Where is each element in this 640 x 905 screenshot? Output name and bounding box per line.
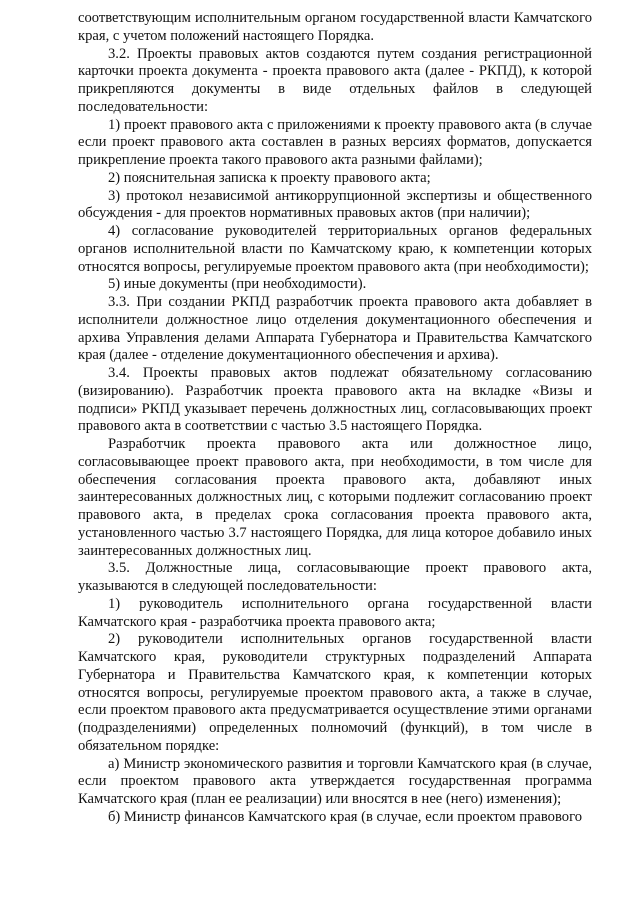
paragraph-3-3: 3.3. При создании РКПД разработчик проекта правового акта добавляет в исполнители должностное лицо отделения документационного обеспечения и архива Управления делами Аппарата Губернатора и Правительства Камчатского края (далее - отделение документационного обеспечения и архива). xyxy=(78,294,592,364)
signer-subitem-b: б) Министр финансов Камчатского края (в случае, если проектом правового xyxy=(108,808,582,825)
list-item-5: 5) иные документы (при необходимости). xyxy=(108,276,367,293)
paragraph-3-5: 3.5. Должностные лица, согласовывающие проект правового акта, указываются в следующей последовательности: xyxy=(78,560,592,594)
document-page xyxy=(78,10,592,827)
list-item-2: 2) пояснительная записка к проекту правового акта; xyxy=(108,169,431,186)
list-item-4: 4) согласование руководителей территориальных органов федеральных органов исполнительной власти по Камчатскому краю, к компетенции которых относятся вопросы, регулируемые проектом правового акта (при необходимости); xyxy=(78,223,592,275)
paragraph-3-4: 3.4. Проекты правовых актов подлежат обязательному согласованию (визированию). Разработчик проекта правового акта на вкладке «Визы и подписи» РКПД указывает перечень должностных лиц, согласовывающих проект правового акта в соответствии с частью 3.5 настоящего Порядка. xyxy=(78,365,592,435)
signer-subitem-a: а) Министр экономического развития и торговли Камчатского края (в случае, если проектом правового акта утверждается государственная программа Камчатского края (план ее реализации) или вносятся в нее (него) изменения); xyxy=(78,755,592,807)
list-item-3: 3) протокол независимой антикоррупционной экспертизы и общественного обсуждения - для проектов нормативных правовых актов (при наличии); xyxy=(78,187,592,222)
paragraph-developer: Разработчик проекта правового акта или должностное лицо, согласовывающее проект правового акта, при необходимости, в том числе для обеспечения согласования проекта правового акта, добавляют иных заинтересованных должностных лиц, с которыми подлежит согласованию проект правового акта, в пределах срока согласования проекта правового акта, установленного частью 3.7 настоящего Порядка, для лица которое добавило иных заинтересованных должностных лиц. xyxy=(78,436,592,559)
list-item-1: 1) проект правового акта с приложениями к проекту правового акта (в случае если проект правового акта составлен в разных версиях форматов, допускается прикрепление проекта такого правового акта разными файлами); xyxy=(78,116,592,168)
signer-item-2: 2) руководители исполнительных органов государственной власти Камчатского края, руководители структурных подразделений Аппарата Губернатора и Правительства Камчатского края, к компетенции которых относятся вопросы, регулируемые проектом правового акта, а также в случае, если проектом правового акта предусматривается осуществление этими органами (подразделениями) определенных полномочий (функций), в том числе в обязательном порядке: xyxy=(78,631,592,754)
signer-item-1: 1) руководитель исполнительного органа государственной власти Камчатского края - разработчика проекта правового акта; xyxy=(78,595,592,630)
paragraph-3-2: 3.2. Проекты правовых актов создаются путем создания регистрационной карточки проекта документа - проекта правового акта (далее - РКПД), к которой прикрепляются документы в виде отдельных файлов в следующей последовательности: xyxy=(78,45,592,115)
paragraph-continuation: соответствующим исполнительным органом государственной власти Камчатского края, с учетом положений настоящего Порядка. xyxy=(78,10,592,44)
